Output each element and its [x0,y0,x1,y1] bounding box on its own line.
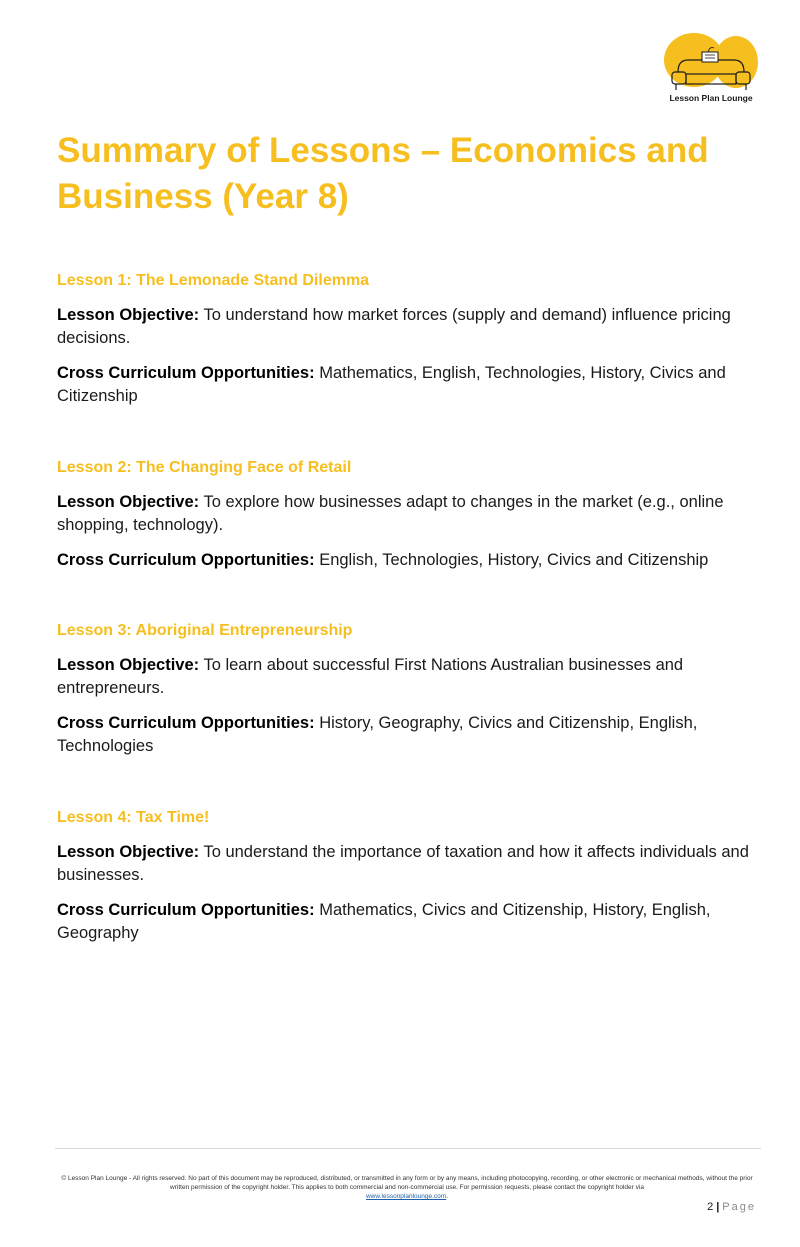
cross-label: Cross Curriculum Opportunities: [57,551,315,569]
page-separator: | [716,1201,721,1213]
footer-copyright [57,1174,757,1201]
footer-divider [55,1148,761,1149]
lesson-section [57,270,763,420]
cross-text: History, Geography, Civics and Citizenship, English, Technologies [57,714,698,755]
objective-text: To understand how market forces (supply and demand) influence pricing decisions. [57,306,731,347]
objective-label: Lesson Objective: [57,656,200,674]
objective-text: To learn about successful First Nations Australian businesses and entrepreneurs. [57,656,684,697]
website-link[interactable]: www.lessonplanlounge.com [365,1193,447,1200]
lesson-objective [57,654,763,700]
link-suffix: . [446,1193,449,1200]
page-number-value: 2 [707,1201,715,1213]
objective-text: To understand the importance of taxation and how it affects individuals and businesses. [57,843,749,884]
cross-curriculum [57,899,763,945]
logo-caption: Lesson Plan Lounge [669,93,753,103]
lesson-objective [57,491,763,537]
page-title: Summary of Lessons – Economics and Business (Year 8) [57,131,709,216]
objective-label: Lesson Objective: [57,843,200,861]
lesson-objective [57,841,763,887]
lesson-section [57,620,763,770]
cross-label: Cross Curriculum Opportunities: [57,714,315,732]
objective-label: Lesson Objective: [57,493,200,511]
cross-curriculum [57,362,763,408]
page-number [707,1201,756,1213]
lesson-section [57,807,763,957]
objective-label: Lesson Objective: [57,306,200,324]
lesson-section [57,457,763,584]
lesson-objective [57,304,763,350]
cross-curriculum [57,712,763,758]
copyright-text: © Lesson Plan Lounge - All rights reserved. No part of this document may be reproduced, distributed, or transmitted in any form or by any means, including photocopying, recording, or other electronic or mechanical methods, without the prior written permission of the copyright holder. This applies to both commercial and non-commercial use. For permission requests, please contact the copyright holder via [61,1175,753,1191]
cross-text: Mathematics, Civics and Citizenship, History, English, Geography [57,901,711,942]
lesson-heading: Lesson 2: The Changing Face of Retail [57,459,352,476]
cross-curriculum [57,549,763,572]
lesson-heading: Lesson 4: Tax Time! [57,809,210,826]
cross-text: Mathematics, English, Technologies, History, Civics and Citizenship [57,364,726,405]
objective-text: To explore how businesses adapt to changes in the market (e.g., online shopping, technology). [57,493,724,534]
lesson-heading: Lesson 3: Aboriginal Entrepreneurship [57,622,353,639]
page-label: Page [722,1201,756,1213]
lesson-heading: Lesson 1: The Lemonade Stand Dilemma [57,272,370,289]
cross-label: Cross Curriculum Opportunities: [57,901,315,919]
cross-text: English, Technologies, History, Civics and Citizenship [319,551,709,569]
cross-label: Cross Curriculum Opportunities: [57,364,315,382]
